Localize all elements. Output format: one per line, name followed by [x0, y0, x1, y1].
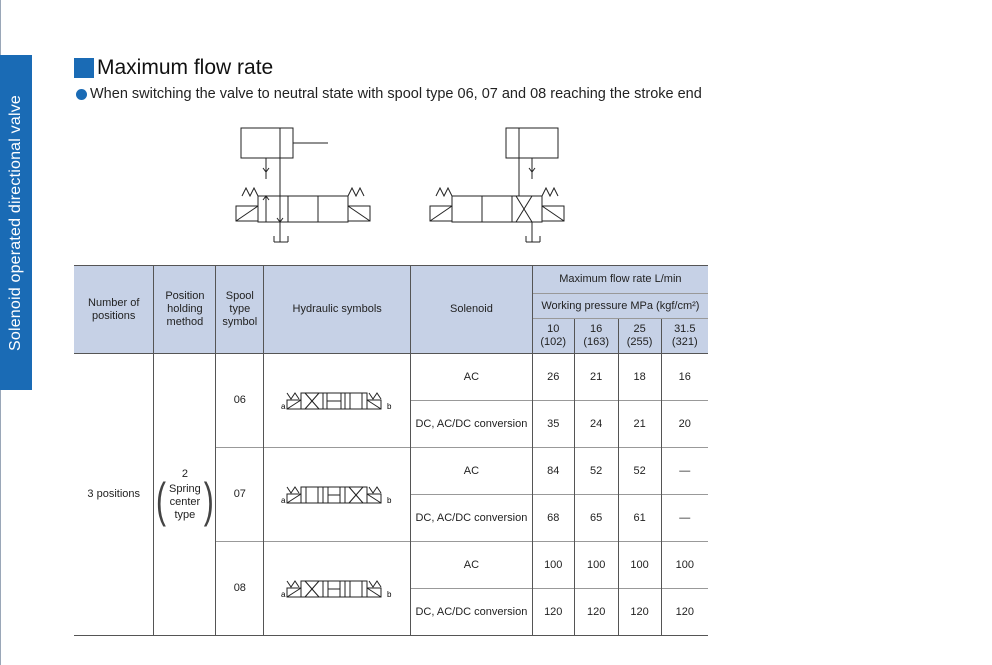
spool-type-08: 08 — [216, 542, 264, 636]
pressure-col-16 — [574, 319, 618, 354]
pressure-mpa: 10 — [547, 323, 560, 335]
right-paren: ) — [203, 474, 214, 528]
pressure-kgf: (102) — [540, 336, 567, 348]
spool-type-07: 07 — [216, 448, 264, 542]
left-paren: ( — [156, 474, 166, 528]
flow-value: 65 — [574, 495, 618, 542]
max-flow-rate-table — [74, 265, 708, 636]
flow-value: 18 — [618, 354, 661, 401]
flow-value: 100 — [661, 542, 708, 589]
spool-07-symbol-icon — [281, 484, 393, 506]
pressure-kgf: (163) — [583, 336, 609, 348]
flow-value: 26 — [532, 354, 574, 401]
subtitle: When switching the valve to neutral state with spool type 06, 07 and 08 reaching the stroke end — [90, 86, 702, 102]
subtitle-row — [76, 86, 702, 102]
flow-value: 120 — [618, 589, 661, 636]
hydraulic-symbol-07 — [264, 448, 411, 542]
flow-value: 52 — [574, 448, 618, 495]
holding-line1: Spring — [169, 482, 201, 495]
flow-value: 61 — [618, 495, 661, 542]
flow-value: 120 — [661, 589, 708, 636]
flow-value: 68 — [532, 495, 574, 542]
solenoid-cell: DC, AC/DC conversion — [411, 401, 533, 448]
port-a-label: a — [281, 401, 286, 411]
valve-schematic-left — [228, 124, 384, 246]
header-positions: Number of positions — [74, 266, 154, 354]
holding-paren-group — [156, 474, 214, 528]
header-solenoid: Solenoid — [411, 266, 533, 354]
header-working-pressure: Working pressure MPa (kgf/cm²) — [532, 294, 708, 319]
flow-value: — — [661, 495, 708, 542]
flow-value: 52 — [618, 448, 661, 495]
pressure-kgf: (321) — [671, 336, 698, 348]
port-b-label: b — [387, 589, 392, 599]
side-section-label: Solenoid operated directional valve — [7, 94, 24, 351]
port-b-label: b — [387, 495, 392, 505]
header-hydraulic-symbols: Hydraulic symbols — [264, 266, 411, 354]
flow-value: 84 — [532, 448, 574, 495]
solenoid-cell: DC, AC/DC conversion — [411, 495, 533, 542]
header-spool-type: Spool type symbol — [216, 266, 264, 354]
holding-number: 2 — [181, 467, 188, 480]
page-title: Maximum flow rate — [97, 56, 274, 79]
flow-value: 24 — [574, 401, 618, 448]
positions-value: 3 positions — [74, 354, 154, 636]
holding-line2: center — [169, 495, 201, 508]
flow-value: 120 — [532, 589, 574, 636]
flow-value: 100 — [532, 542, 574, 589]
title-square-icon — [74, 58, 94, 78]
flow-value: 35 — [532, 401, 574, 448]
hydraulic-symbol-06 — [264, 354, 411, 448]
pressure-mpa: 16 — [590, 323, 603, 335]
pressure-kgf: (255) — [626, 336, 653, 348]
side-section-tab — [0, 55, 32, 390]
solenoid-cell: AC — [411, 354, 533, 401]
holding-line3: type — [174, 508, 196, 521]
solenoid-cell: AC — [411, 542, 533, 589]
pressure-col-31-5 — [661, 319, 708, 354]
flow-value: 21 — [618, 401, 661, 448]
spool-08-symbol-icon — [281, 578, 393, 600]
solenoid-cell: AC — [411, 448, 533, 495]
bullet-dot-icon — [76, 89, 87, 100]
port-a-label: a — [281, 495, 286, 505]
port-b-label: b — [387, 401, 392, 411]
flow-value: 100 — [618, 542, 661, 589]
flow-value: 21 — [574, 354, 618, 401]
spool-type-06: 06 — [216, 354, 264, 448]
flow-value: 20 — [661, 401, 708, 448]
holding-method-value — [154, 354, 216, 636]
header-holding-method: Position holding method — [154, 266, 216, 354]
header-max-flow: Maximum flow rate L/min — [532, 266, 708, 294]
flow-value: 16 — [661, 354, 708, 401]
pressure-mpa: 31.5 — [674, 323, 696, 335]
flow-value: — — [661, 448, 708, 495]
spool-06-symbol-icon — [281, 390, 393, 412]
valve-schematic-right — [420, 124, 576, 246]
flow-value: 120 — [574, 589, 618, 636]
pressure-col-10 — [532, 319, 574, 354]
solenoid-cell: DC, AC/DC conversion — [411, 589, 533, 636]
hydraulic-symbol-08 — [264, 542, 411, 636]
pressure-col-25 — [618, 319, 661, 354]
pressure-mpa: 25 — [633, 323, 646, 335]
flow-value: 100 — [574, 542, 618, 589]
section-heading — [74, 56, 273, 80]
port-a-label: a — [281, 589, 286, 599]
